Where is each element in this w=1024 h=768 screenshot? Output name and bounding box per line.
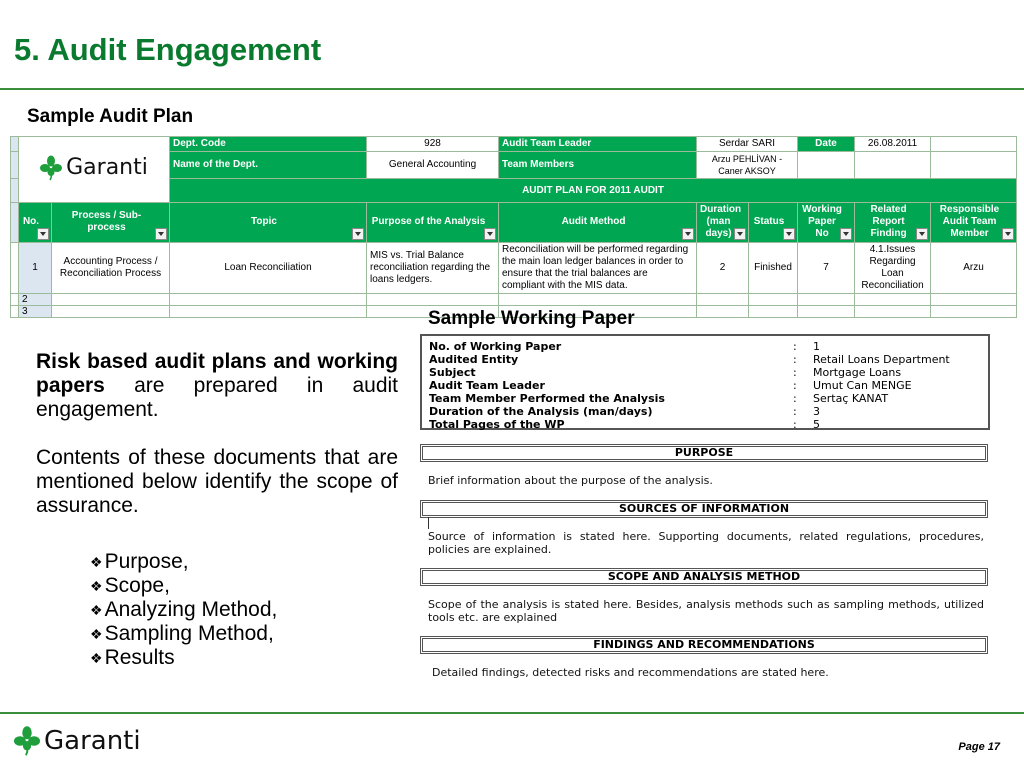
garanti-logo <box>19 137 170 203</box>
footer-garanti-logo <box>14 724 141 763</box>
dept-code-value[interactable]: 928 <box>367 137 499 152</box>
info-row: Duration of the Analysis (man/days) : 3 <box>429 405 820 418</box>
dept-name-value[interactable]: General Accounting <box>367 152 499 179</box>
diamond-bullet-icon: ❖ <box>90 602 103 618</box>
filter-dropdown-icon[interactable] <box>155 228 167 240</box>
title-divider <box>0 88 1024 90</box>
clover-icon <box>14 724 40 758</box>
dept-code-label: Dept. Code <box>170 137 367 152</box>
header-topic[interactable]: Topic <box>170 203 367 243</box>
info-row: Subject : Mortgage Loans <box>429 366 902 379</box>
body-copy <box>36 350 398 542</box>
info-row: Audited Entity : Retail Loans Department <box>429 353 950 366</box>
cell-working-paper[interactable]: 7 <box>798 243 855 294</box>
row-number: 3 <box>19 306 52 318</box>
cell-process[interactable]: Accounting Process / Reconciliation Process <box>52 243 170 294</box>
cell-audit-method[interactable]: Reconciliation will be performed regarding the main loan ledger balances in order to ensure that the trial balances are compliant with the MIS data. <box>499 243 697 294</box>
intro-paragraph: Risk based audit plans and working papers are prepared in audit engagement. <box>36 350 398 421</box>
filter-dropdown-icon[interactable] <box>37 228 49 240</box>
scope-paragraph: Contents of these documents that are mentioned below identify the scope of assurance. <box>36 446 398 517</box>
info-row: Audit Team Leader : Umut Can MENGE <box>429 379 912 392</box>
list-item: ❖ Purpose, <box>90 550 189 573</box>
table-row <box>11 243 1017 294</box>
brand-name: Garanti <box>66 154 148 180</box>
filter-dropdown-icon[interactable] <box>734 228 746 240</box>
purpose-section-title: PURPOSE <box>420 444 988 462</box>
working-paper-info-box <box>420 334 990 430</box>
diamond-bullet-icon: ❖ <box>90 578 103 594</box>
header-duration[interactable]: Duration (man days) <box>697 203 749 243</box>
brand-name: Garanti <box>44 726 141 756</box>
header-working-paper[interactable]: Working Paper No <box>798 203 855 243</box>
header-responsible[interactable]: Responsible Audit Team Member <box>931 203 1017 243</box>
list-item: ❖ Results <box>90 646 175 669</box>
text-cursor <box>428 517 429 529</box>
cell-duration[interactable]: 2 <box>697 243 749 294</box>
list-item: ❖ Analyzing Method, <box>90 598 278 621</box>
diamond-bullet-icon: ❖ <box>90 554 103 570</box>
slide-title: 5. Audit Engagement <box>14 32 322 67</box>
filter-dropdown-icon[interactable] <box>783 228 795 240</box>
header-purpose[interactable]: Purpose of the Analysis <box>367 203 499 243</box>
team-leader-label: Audit Team Leader <box>499 137 697 152</box>
header-no[interactable]: No. <box>19 203 52 243</box>
list-item: ❖ Scope, <box>90 574 170 597</box>
audit-plan-sheet <box>10 136 1016 317</box>
team-leader-value[interactable]: Serdar SARI <box>697 137 798 152</box>
info-row: No. of Working Paper : 1 <box>429 340 820 353</box>
filter-dropdown-icon[interactable] <box>916 228 928 240</box>
footer-divider <box>0 712 1024 714</box>
team-members-label: Team Members <box>499 152 697 179</box>
cell-responsible[interactable]: Arzu <box>931 243 1017 294</box>
cell-related-finding[interactable]: 4.1.Issues Regarding Loan Reconciliation <box>855 243 931 294</box>
filter-dropdown-icon[interactable] <box>484 228 496 240</box>
clover-icon <box>40 155 62 181</box>
row-number: 1 <box>19 243 52 294</box>
sample-working-paper-heading: Sample Working Paper <box>428 308 635 329</box>
sources-section-title: SOURCES OF INFORMATION <box>420 500 988 518</box>
filter-dropdown-icon[interactable] <box>1002 228 1014 240</box>
date-label: Date <box>798 137 855 152</box>
table-row <box>11 294 1017 306</box>
cell-status[interactable]: Finished <box>749 243 798 294</box>
sources-text: Source of information is stated here. Supporting documents, related regulations, procedures, policies are explained. <box>428 530 984 556</box>
header-status[interactable]: Status <box>749 203 798 243</box>
team-members-value[interactable]: Arzu PEHLİVAN - Caner AKSOY <box>697 152 798 179</box>
cell-topic[interactable]: Loan Reconciliation <box>170 243 367 294</box>
content-list <box>90 550 277 670</box>
filter-dropdown-icon[interactable] <box>840 228 852 240</box>
scope-text: Scope of the analysis is stated here. Besides, analysis methods such as sampling methods, utilized tools etc. are explained <box>428 598 984 624</box>
sample-audit-plan-heading: Sample Audit Plan <box>27 106 194 127</box>
row-number: 2 <box>19 294 52 306</box>
info-row: Total Pages of the WP : 5 <box>429 418 820 431</box>
header-process[interactable]: Process / Sub-process <box>52 203 170 243</box>
diamond-bullet-icon: ❖ <box>90 626 103 642</box>
findings-section-title: FINDINGS AND RECOMMENDATIONS <box>420 636 988 654</box>
audit-plan-title: AUDIT PLAN FOR 2011 AUDIT <box>170 179 1017 203</box>
header-related-finding[interactable]: Related Report Finding <box>855 203 931 243</box>
diamond-bullet-icon: ❖ <box>90 650 103 666</box>
page-number: Page 17 <box>958 741 1000 753</box>
scope-section-title: SCOPE AND ANALYSIS METHOD <box>420 568 988 586</box>
filter-dropdown-icon[interactable] <box>352 228 364 240</box>
cell-purpose[interactable]: MIS vs. Trial Balance reconciliation regarding the loans ledgers. <box>367 243 499 294</box>
date-value[interactable]: 26.08.2011 <box>855 137 931 152</box>
working-paper <box>420 334 990 686</box>
findings-text: Detailed findings, detected risks and recommendations are stated here. <box>432 666 829 679</box>
list-item: ❖ Sampling Method, <box>90 622 274 645</box>
info-row: Team Member Performed the Analysis : Sertaç KANAT <box>429 392 889 405</box>
header-audit-method[interactable]: Audit Method <box>499 203 697 243</box>
purpose-text: Brief information about the purpose of the analysis. <box>428 474 713 487</box>
filter-dropdown-icon[interactable] <box>682 228 694 240</box>
dept-name-label: Name of the Dept. <box>170 152 367 179</box>
